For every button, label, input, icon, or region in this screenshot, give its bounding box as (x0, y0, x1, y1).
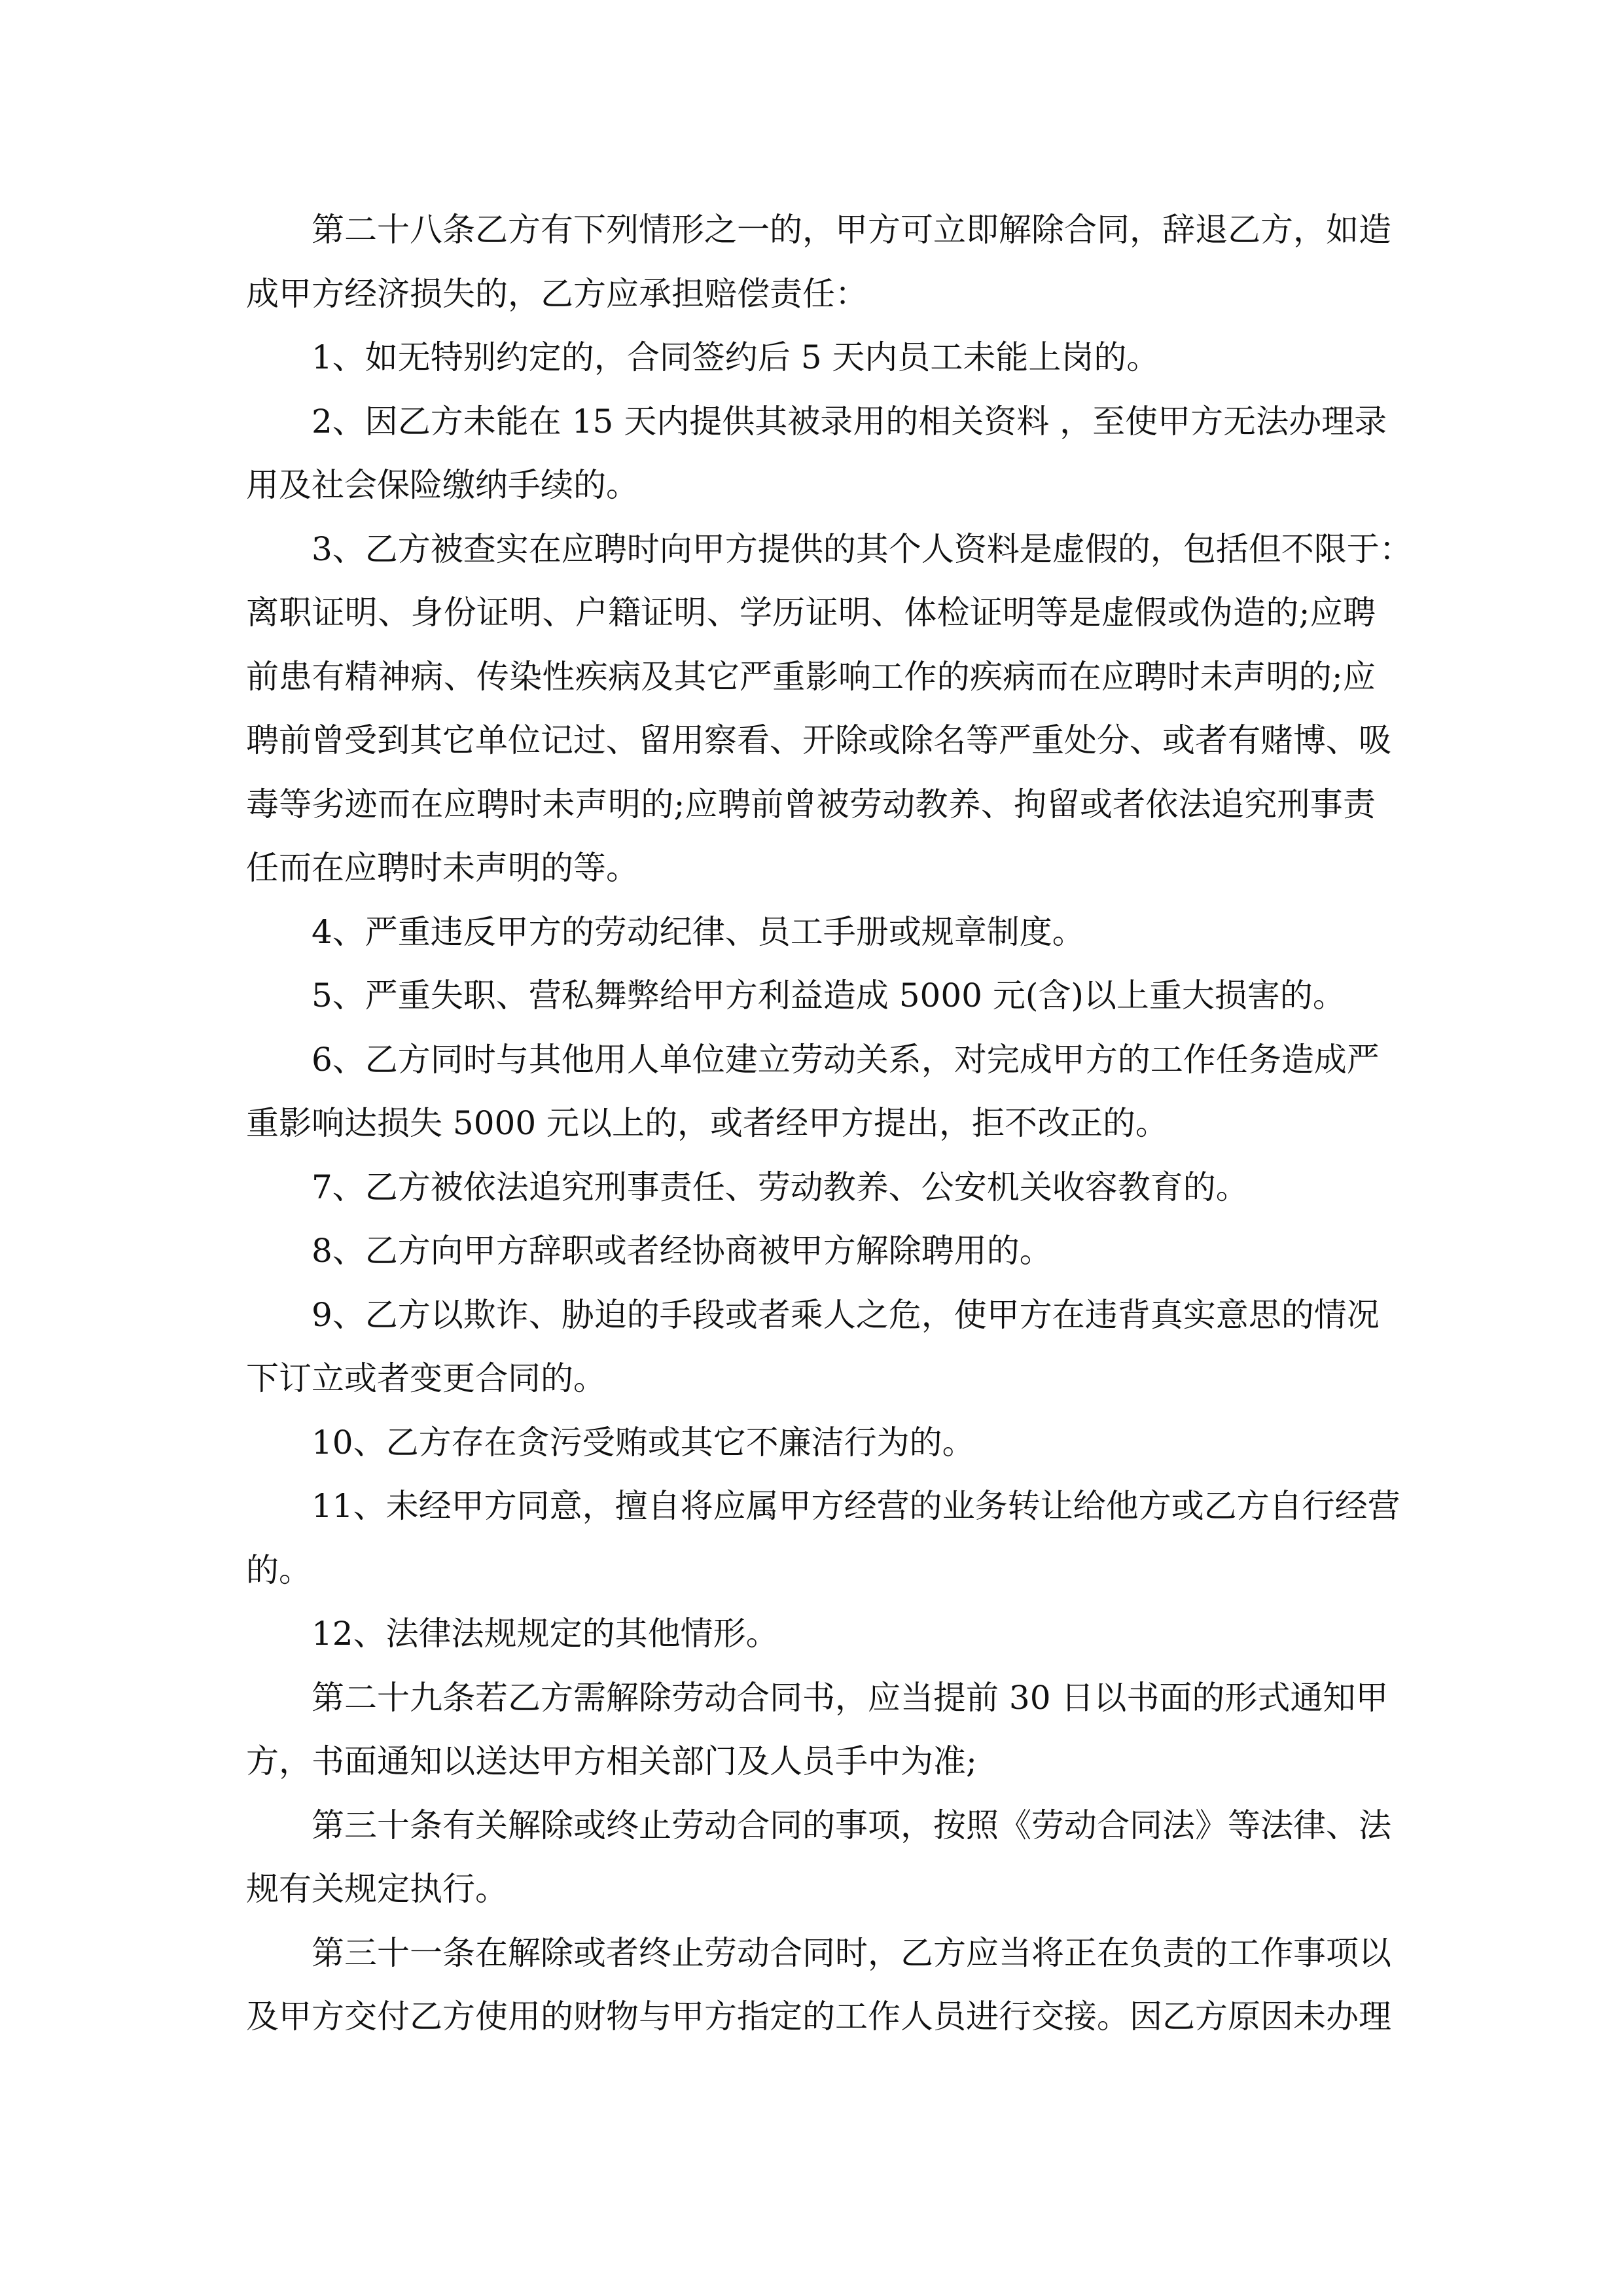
item-1-line: 1、如无特别约定的，合同签约后 5 天内员工未能上岗的。 (312, 338, 1160, 376)
article-30-line: 规有关规定执行。 (246, 1870, 508, 1908)
item-3-line: 任而在应聘时未声明的等。 (246, 849, 639, 887)
item-11-line: 11、未经甲方同意，擅自将应属甲方经营的业务转让给他方或乙方自行经营 (312, 1487, 1400, 1525)
article-28-line: 第二十八条乙方有下列情形之一的，甲方可立即解除合同，辞退乙方，如造 (312, 211, 1391, 249)
item-2-line: 2、因乙方未能在 15 天内提供其被录用的相关资料 ，至使甲方无法办理录 (312, 402, 1387, 440)
item-3-line: 聘前曾受到其它单位记过、留用察看、开除或除名等严重处分、或者有赌博、吸 (246, 721, 1391, 759)
item-3-line: 前患有精神病、传染性疾病及其它严重影响工作的疾病而在应聘时未声明的;应 (246, 657, 1376, 696)
item-12-line: 12、法律法规规定的其他情形。 (312, 1615, 779, 1653)
article-31-line: 及甲方交付乙方使用的财物与甲方指定的工作人员进行交接。因乙方原因未办理 (246, 1998, 1391, 2036)
article-30-line: 第三十条有关解除或终止劳动合同的事项，按照《劳动合同法》等法律、法 (312, 1806, 1391, 1844)
item-9-line: 下订立或者变更合同的。 (246, 1359, 606, 1397)
article-29-line: 第二十九条若乙方需解除劳动合同书，应当提前 30 日以书面的形式通知甲 (312, 1678, 1389, 1717)
item-3-line: 离职证明、身份证明、户籍证明、学历证明、体检证明等是虚假或伪造的;应聘 (246, 594, 1376, 632)
item-6-line: 6、乙方同时与其他用人单位建立劳动关系，对完成甲方的工作任务造成严 (312, 1040, 1380, 1079)
item-8-line: 8、乙方向甲方辞职或者经协商被甲方解除聘用的。 (312, 1232, 1052, 1270)
item-6-line: 重影响达损失 5000 元以上的，或者经甲方提出，拒不改正的。 (246, 1104, 1169, 1142)
item-4-line: 4、严重违反甲方的劳动纪律、员工手册或规章制度。 (312, 912, 1085, 951)
article-29-line: 方，书面通知以送达甲方相关部门及人员手中为准; (246, 1742, 977, 1780)
item-7-line: 7、乙方被依法追究刑事责任、劳动教养、公安机关收容教育的。 (312, 1168, 1249, 1206)
item-3-line: 3、乙方被查实在应聘时向甲方提供的其个人资料是虚假的，包括但不限于： (312, 529, 1412, 568)
item-9-line: 9、乙方以欺诈、胁迫的手段或者乘人之危，使甲方在违背真实意思的情况 (312, 1295, 1380, 1334)
article-28-line: 成甲方经济损失的，乙方应承担赔偿责任： (246, 274, 868, 313)
item-3-line: 毒等劣迹而在应聘时未声明的;应聘前曾被劳动教养、拘留或者依法追究刑事责 (246, 785, 1376, 823)
item-11-line: 的。 (246, 1551, 312, 1589)
item-10-line: 10、乙方存在贪污受贿或其它不廉洁行为的。 (312, 1423, 975, 1462)
item-2-line: 用及社会保险缴纳手续的。 (246, 466, 639, 504)
item-5-line: 5、严重失职、营私舞弊给甲方利益造成 5000 元(含)以上重大损害的。 (312, 977, 1346, 1014)
article-31-line: 第三十一条在解除或者终止劳动合同时，乙方应当将正在负责的工作事项以 (312, 1933, 1391, 1972)
